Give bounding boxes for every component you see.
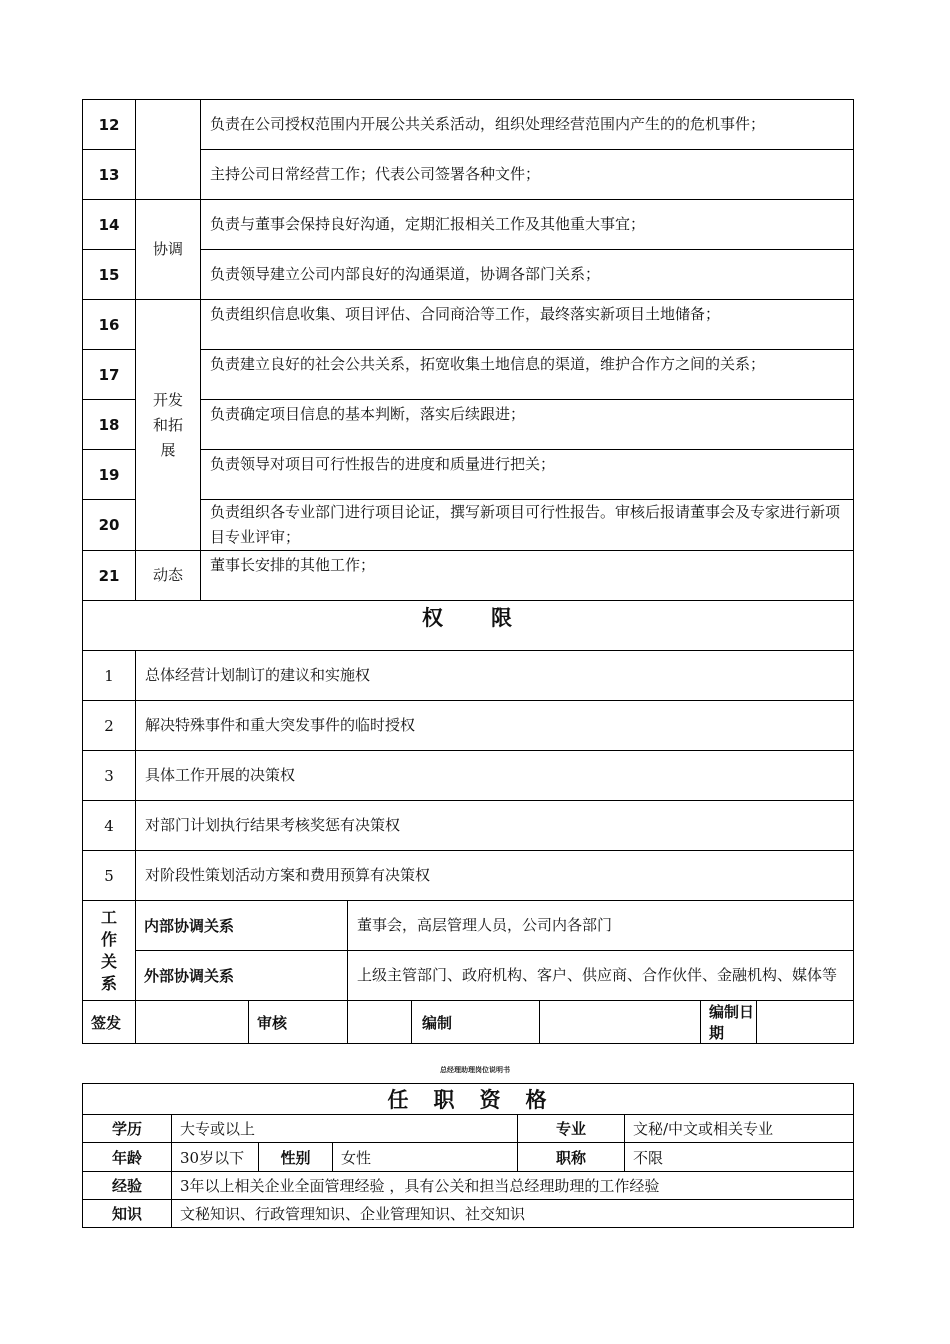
qualifications-title: 任 职 资 格	[83, 1084, 854, 1115]
review-field[interactable]	[348, 1001, 412, 1044]
duty-num: 15	[83, 250, 136, 300]
duty-text: 负责与董事会保持良好沟通，定期汇报相关工作及其他重大事宜；	[201, 200, 854, 250]
authority-num: 4	[83, 801, 136, 851]
authority-text: 对部门计划执行结果考核奖惩有决策权	[136, 801, 854, 851]
internal-relations-value: 董事会，高层管理人员，公司内各部门	[348, 901, 854, 951]
education-value: 大专或以上	[172, 1115, 518, 1143]
duty-text: 董事长安排的其他工作；	[201, 551, 854, 601]
authority-num: 3	[83, 751, 136, 801]
age-value: 30岁以下	[172, 1143, 259, 1172]
authority-num: 1	[83, 651, 136, 701]
duty-text: 负责组织各专业部门进行项目论证，撰写新项目可行性报告。审核后报请董事会及专家进行新项目专业评审；	[201, 500, 854, 551]
duty-text: 负责在公司授权范围内开展公共关系活动，组织处理经营范围内产生的的危机事件；	[201, 100, 854, 150]
duty-text: 主持公司日常经营工作；代表公司签署各种文件；	[201, 150, 854, 200]
duty-text: 负责领导对项目可行性报告的进度和质量进行把关；	[201, 450, 854, 500]
authority-num: 2	[83, 701, 136, 751]
duty-text: 负责建立良好的社会公共关系，拓宽收集土地信息的渠道，维护合作方之间的关系；	[201, 350, 854, 400]
external-relations-value: 上级主管部门、政府机构、客户、供应商、合作伙伴、金融机构、媒体等	[348, 951, 854, 1001]
duty-num: 17	[83, 350, 136, 400]
authority-text: 总体经营计划制订的建议和实施权	[136, 651, 854, 701]
duty-num: 20	[83, 500, 136, 551]
duties-table	[82, 99, 854, 1044]
authority-text: 对阶段性策划活动方案和费用预算有决策权	[136, 851, 854, 901]
review-label: 审核	[249, 1001, 348, 1044]
gender-label: 性别	[259, 1143, 333, 1172]
duty-num: 19	[83, 450, 136, 500]
duty-category-coordination: 协调	[136, 200, 201, 300]
authority-heading: 权 限	[83, 601, 854, 651]
compile-date-field[interactable]	[757, 1001, 854, 1044]
rank-label: 职称	[518, 1143, 625, 1172]
duty-category-dynamic: 动态	[136, 551, 201, 601]
education-label: 学历	[83, 1115, 172, 1143]
sign-field[interactable]	[136, 1001, 249, 1044]
experience-value: 3年以上相关企业全面管理经验 ，具有公关和担当总经理助理的工作经验	[172, 1172, 854, 1200]
qualifications-table	[82, 1083, 854, 1228]
duty-num: 18	[83, 400, 136, 450]
duty-text: 负责领导建立公司内部良好的沟通渠道，协调各部门关系；	[201, 250, 854, 300]
document-caption: 总经理助理岗位说明书	[440, 1066, 510, 1074]
internal-relations-label: 内部协调关系	[136, 901, 348, 951]
duty-category-empty	[136, 100, 201, 200]
major-label: 专业	[518, 1115, 625, 1143]
authority-text: 解决特殊事件和重大突发事件的临时授权	[136, 701, 854, 751]
duty-num: 16	[83, 300, 136, 350]
rank-value: 不限	[625, 1143, 854, 1172]
duty-category-development	[136, 300, 201, 551]
age-label: 年龄	[83, 1143, 172, 1172]
major-value: 文秘/中文或相关专业	[625, 1115, 854, 1143]
compile-label: 编制	[412, 1001, 540, 1044]
relations-label-cell	[83, 901, 136, 1001]
duty-num: 12	[83, 100, 136, 150]
experience-label: 经验	[83, 1172, 172, 1200]
duty-text: 负责组织信息收集、项目评估、合同商洽等工作，最终落实新项目土地储备；	[201, 300, 854, 350]
duty-num: 13	[83, 150, 136, 200]
relations-label: 工作关系	[100, 907, 117, 993]
authority-text: 具体工作开展的决策权	[136, 751, 854, 801]
authority-num: 5	[83, 851, 136, 901]
duty-category-label: 开发和拓展	[152, 390, 183, 459]
duty-num: 21	[83, 551, 136, 601]
knowledge-value: 文秘知识、行政管理知识、企业管理知识、社交知识	[172, 1200, 854, 1228]
duty-text: 负责确定项目信息的基本判断，落实后续跟进；	[201, 400, 854, 450]
duty-num: 14	[83, 200, 136, 250]
gender-value: 女性	[333, 1143, 518, 1172]
sign-label: 签发	[83, 1001, 136, 1044]
compile-date-label: 编制日期	[701, 1001, 757, 1044]
knowledge-label: 知识	[83, 1200, 172, 1228]
compile-field[interactable]	[540, 1001, 701, 1044]
external-relations-label: 外部协调关系	[136, 951, 348, 1001]
